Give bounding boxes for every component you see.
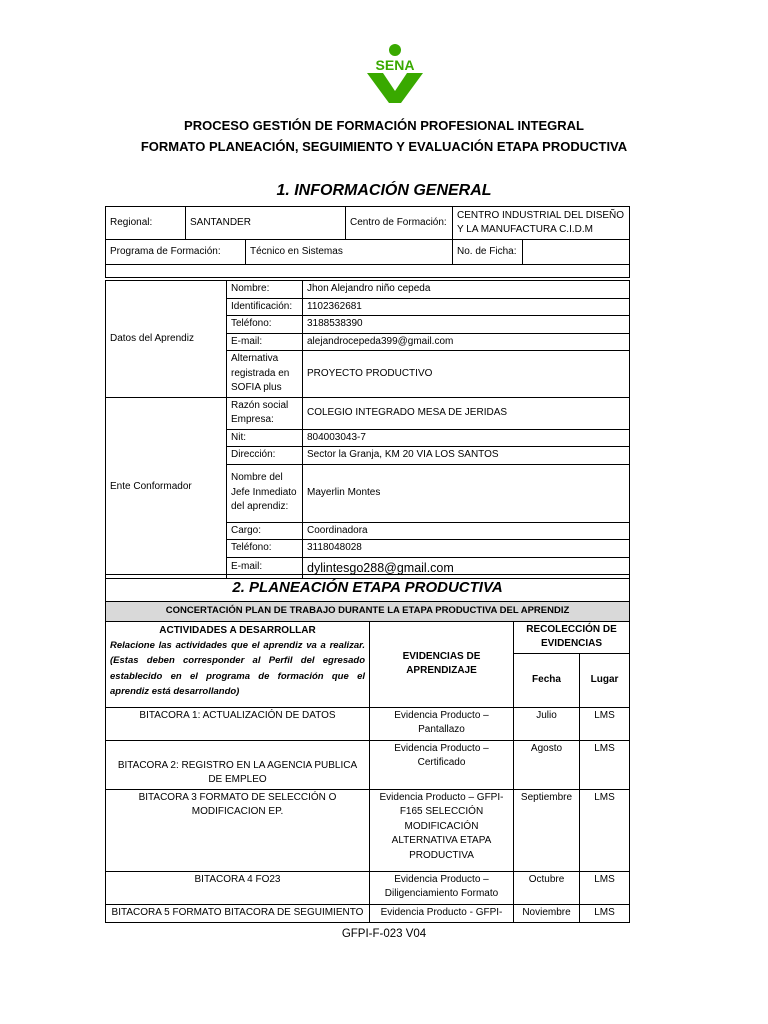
spacer-row [106, 265, 630, 278]
aprendiz-alt-label: Alternativa registrada en SOFIA plus [227, 351, 303, 398]
ente-nit-value: 804003043-7 [303, 429, 630, 447]
document-title-line2: FORMATO PLANEACIÓN, SEGUIMIENTO Y EVALUACIÓN ETAPA PRODUCTIVA [140, 139, 628, 154]
aprendiz-id-label: Identificación: [227, 298, 303, 316]
ente-email-label: E-mail: [227, 557, 303, 578]
row5-actividad: BITACORA 5 FORMATO BITACORA DE SEGUIMIENTO [106, 904, 370, 922]
aprendiz-group-label: Datos del Aprendiz [106, 281, 227, 398]
row3-fecha: Septiembre [514, 789, 580, 871]
row2-actividad: BITACORA 2: REGISTRO EN LA AGENCIA PUBLICA DE EMPLEO [106, 740, 370, 789]
row3-actividad: BITACORA 3 FORMATO DE SELECCIÓN O MODIFICACION EP. [106, 789, 370, 871]
centro-label: Centro de Formación: [346, 207, 453, 240]
row1-fecha: Julio [514, 707, 580, 740]
sena-logo [363, 43, 427, 105]
row2-fecha: Agosto [514, 740, 580, 789]
document-title-line1: PROCESO GESTIÓN DE FORMACIÓN PROFESIONAL INTEGRAL [184, 118, 584, 133]
ente-nit-label: Nit: [227, 429, 303, 447]
evidencias-header: EVIDENCIAS DE APRENDIZAJE [370, 621, 514, 707]
row5-evidencia: Evidencia Producto - GFPI- [370, 904, 514, 922]
aprendiz-id-value: 1102362681 [303, 298, 630, 316]
row3-evidencia: Evidencia Producto – GFPI-F165 SELECCIÓN MODIFICACIÓN ALTERNATIVA ETAPA PRODUCTIVA [370, 789, 514, 871]
row1-evidencia: Evidencia Producto – Pantallazo [370, 707, 514, 740]
row5-fecha: Noviembre [514, 904, 580, 922]
ente-jefe-value: Mayerlin Montes [303, 464, 630, 522]
centro-value: CENTRO INDUSTRIAL DEL DISEÑO Y LA MANUFACTURA C.I.D.M [453, 207, 630, 240]
row2-lugar: LMS [580, 740, 630, 789]
actividades-header [106, 621, 370, 707]
ente-dir-value: Sector la Granja, KM 20 VIA LOS SANTOS [303, 447, 630, 465]
ente-razon-label: Razón social Empresa: [227, 397, 303, 429]
aprendiz-nombre-label: Nombre: [227, 281, 303, 299]
aprendiz-alt-value: PROYECTO PRODUCTIVO [303, 351, 630, 398]
logo-text: SENA [375, 57, 415, 73]
regional-label: Regional: [106, 207, 186, 240]
ficha-value [523, 240, 630, 265]
section2-title: 2. PLANEACIÓN ETAPA PRODUCTIVA [106, 575, 630, 602]
ente-tel-label: Teléfono: [227, 540, 303, 558]
actividades-header-note: Relacione las actividades que el aprendiz va a realizar. (Estas deben corresponder al Perfil del egresado establecido en el programa de formación que el aprendiz está desarrollando) [110, 640, 365, 697]
aprendiz-ente-table [105, 280, 630, 579]
programa-label: Programa de Formación: [106, 240, 246, 265]
footer-code: GFPI-F-023 V04 [341, 928, 427, 940]
aprendiz-tel-label: Teléfono: [227, 316, 303, 334]
row2-evidencia: Evidencia Producto – Certificado [370, 740, 514, 789]
row1-actividad: BITACORA 1: ACTUALIZACIÓN DE DATOS [106, 707, 370, 740]
ficha-label: No. de Ficha: [453, 240, 523, 265]
aprendiz-nombre-value: Jhon Alejandro niño cepeda [303, 281, 630, 299]
section2-subtitle: CONCERTACIÓN PLAN DE TRABAJO DURANTE LA ETAPA PRODUCTIVA DEL APRENDIZ [106, 601, 630, 621]
row3-lugar: LMS [580, 789, 630, 871]
fecha-header: Fecha [514, 653, 580, 707]
ente-jefe-label: Nombre del Jefe Inmediato del aprendiz: [227, 464, 303, 522]
ente-group-label: Ente Conformador [106, 397, 227, 578]
recoleccion-header: RECOLECCIÓN DE EVIDENCIAS [514, 621, 630, 653]
row4-actividad: BITACORA 4 FO23 [106, 871, 370, 904]
ente-cargo-label: Cargo: [227, 522, 303, 540]
section1-title: 1. INFORMACIÓN GENERAL [276, 182, 492, 199]
row4-evidencia: Evidencia Producto – Diligenciamiento Formato [370, 871, 514, 904]
planeacion-table [105, 574, 630, 923]
general-info-table [105, 206, 630, 278]
row1-lugar: LMS [580, 707, 630, 740]
aprendiz-email-value: alejandrocepeda399@gmail.com [303, 333, 630, 351]
regional-value: SANTANDER [186, 207, 346, 240]
row4-lugar: LMS [580, 871, 630, 904]
aprendiz-tel-value: 3188538390 [303, 316, 630, 334]
row4-fecha: Octubre [514, 871, 580, 904]
ente-cargo-value: Coordinadora [303, 522, 630, 540]
aprendiz-email-label: E-mail: [227, 333, 303, 351]
ente-razon-value: COLEGIO INTEGRADO MESA DE JERIDAS [303, 397, 630, 429]
ente-dir-label: Dirección: [227, 447, 303, 465]
row5-lugar: LMS [580, 904, 630, 922]
lugar-header: Lugar [580, 653, 630, 707]
programa-value: Técnico en Sistemas [246, 240, 453, 265]
ente-email-value: dylintesgo288@gmail.com [303, 557, 630, 578]
actividades-header-label: ACTIVIDADES A DESARROLLAR [159, 624, 316, 636]
ente-tel-value: 3118048028 [303, 540, 630, 558]
